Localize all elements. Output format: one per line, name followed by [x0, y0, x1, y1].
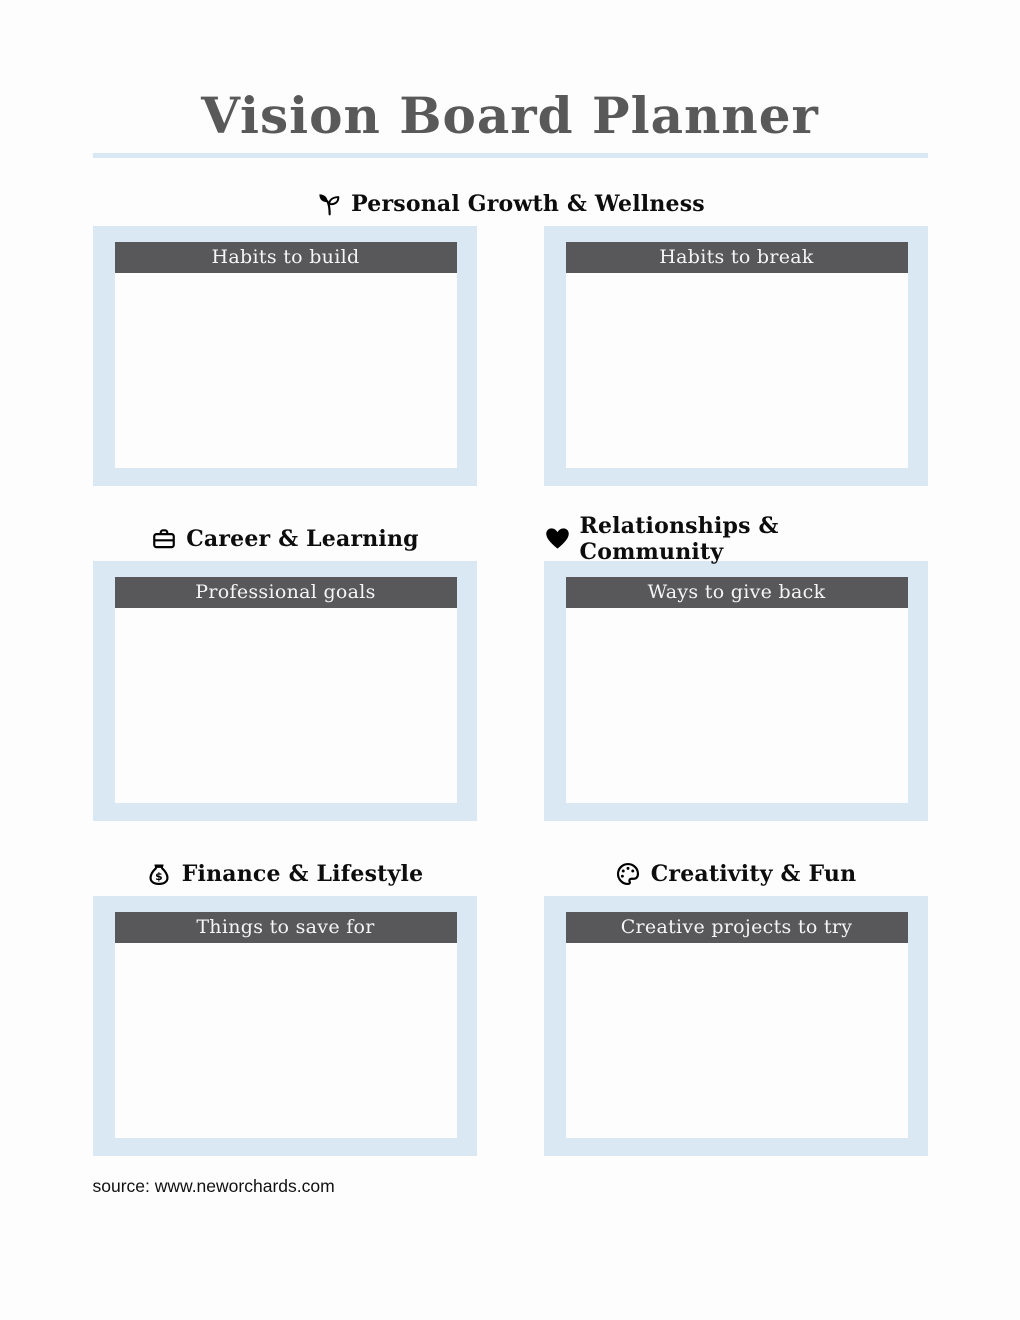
money-bag-icon: [146, 860, 173, 887]
section-title: Career & Learning: [186, 525, 419, 552]
box-creative-projects-to-try: [544, 896, 928, 1156]
section-header-personal-growth-wellness: [93, 191, 928, 217]
box-things-to-save-for: [93, 896, 477, 1156]
section-header-creativity-fun: [544, 861, 928, 887]
svg-text:$: $: [155, 869, 164, 883]
row-personal-growth-boxes: [93, 226, 928, 486]
section-header-career-learning: [93, 526, 477, 552]
briefcase-icon: [150, 525, 177, 552]
box-header-habits-to-break: Habits to break: [566, 242, 908, 273]
box-habits-to-build: [93, 226, 477, 486]
column-relationships-community: [544, 512, 928, 821]
box-professional-goals: [93, 561, 477, 821]
section-title: Finance & Lifestyle: [181, 860, 424, 887]
heart-icon: [544, 525, 571, 552]
row-career-relationships: [93, 512, 928, 821]
box-header-ways-to-give-back: Ways to give back: [566, 577, 908, 608]
box-header-professional-goals: Professional goals: [115, 577, 457, 608]
box-habits-to-break: [544, 226, 928, 486]
box-header-habits-to-build: Habits to build: [115, 242, 457, 273]
section-title: Personal Growth & Wellness: [351, 190, 705, 217]
title-divider: [93, 153, 928, 158]
box-writing-area-habits-to-break: [566, 273, 908, 468]
box-ways-to-give-back: [544, 561, 928, 821]
box-header-things-to-save-for: Things to save for: [115, 912, 457, 943]
row-finance-creativity: [93, 861, 928, 1156]
column-creativity-fun: [544, 861, 928, 1156]
box-writing-area-ways-to-give-back: [566, 608, 908, 803]
column-finance-lifestyle: [93, 861, 477, 1156]
box-writing-area-creative-projects-to-try: [566, 943, 908, 1138]
seedling-icon: [315, 190, 342, 217]
section-header-finance-lifestyle: [93, 861, 477, 887]
page-title: Vision Board Planner: [201, 86, 819, 145]
palette-icon: [615, 860, 642, 887]
box-writing-area-things-to-save-for: [115, 943, 457, 1138]
box-writing-area-professional-goals: [115, 608, 457, 803]
source-attribution: source: www.neworchards.com: [92, 1175, 335, 1196]
box-header-creative-projects-to-try: Creative projects to try: [566, 912, 908, 943]
box-writing-area-habits-to-build: [115, 273, 457, 468]
column-career-learning: [93, 526, 477, 821]
section-title: Relationships & Community: [579, 512, 779, 565]
page-content: [93, 0, 928, 1197]
section-header-relationships-community: [544, 512, 928, 565]
section-title: Creativity & Fun: [650, 860, 857, 887]
